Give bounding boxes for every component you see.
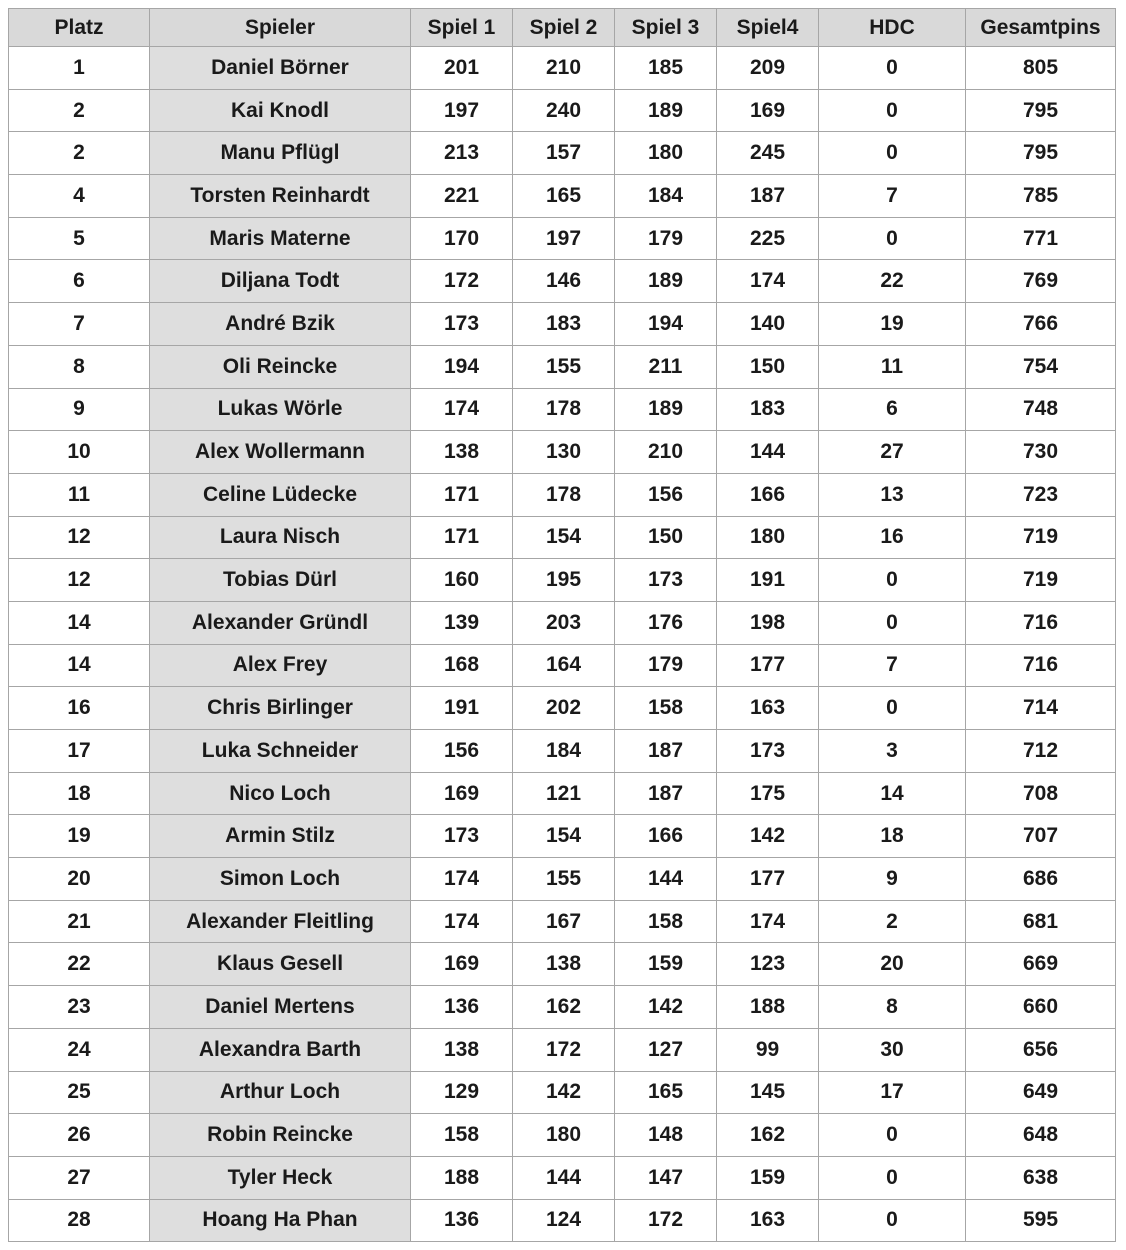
cell-spieler: Alexandra Barth bbox=[150, 1028, 411, 1071]
cell-spiel-3: 150 bbox=[615, 516, 717, 559]
table-row bbox=[9, 1199, 1116, 1242]
cell-spiel-2: 195 bbox=[513, 559, 615, 602]
cell-gesamtpins: 649 bbox=[966, 1071, 1116, 1114]
header-spiel-1: Spiel 1 bbox=[411, 9, 513, 47]
cell-platz: 24 bbox=[9, 1028, 150, 1071]
cell-gesamtpins: 708 bbox=[966, 772, 1116, 815]
header-gesamtpins: Gesamtpins bbox=[966, 9, 1116, 47]
table-row bbox=[9, 431, 1116, 474]
cell-spiel-3: 148 bbox=[615, 1114, 717, 1157]
cell-spieler: Simon Loch bbox=[150, 858, 411, 901]
cell-platz: 28 bbox=[9, 1199, 150, 1242]
cell-spiel-4: 177 bbox=[717, 858, 819, 901]
cell-spieler: Tobias Dürl bbox=[150, 559, 411, 602]
cell-spiel-3: 189 bbox=[615, 260, 717, 303]
cell-spiel-3: 166 bbox=[615, 815, 717, 858]
cell-hdc: 0 bbox=[819, 601, 966, 644]
cell-spiel-4: 163 bbox=[717, 1199, 819, 1242]
table-row bbox=[9, 687, 1116, 730]
cell-spiel-1: 201 bbox=[411, 47, 513, 90]
cell-spiel-3: 172 bbox=[615, 1199, 717, 1242]
table-row bbox=[9, 47, 1116, 90]
cell-platz: 4 bbox=[9, 175, 150, 218]
cell-spiel-1: 172 bbox=[411, 260, 513, 303]
cell-hdc: 3 bbox=[819, 730, 966, 773]
table-row bbox=[9, 644, 1116, 687]
cell-spiel-4: 99 bbox=[717, 1028, 819, 1071]
cell-spiel-2: 180 bbox=[513, 1114, 615, 1157]
cell-spieler: Alexander Gründl bbox=[150, 601, 411, 644]
cell-spieler: Kai Knodl bbox=[150, 89, 411, 132]
header-hdc: HDC bbox=[819, 9, 966, 47]
cell-hdc: 17 bbox=[819, 1071, 966, 1114]
cell-spieler: Torsten Reinhardt bbox=[150, 175, 411, 218]
cell-spiel-4: 174 bbox=[717, 900, 819, 943]
cell-spiel-4: 169 bbox=[717, 89, 819, 132]
cell-gesamtpins: 595 bbox=[966, 1199, 1116, 1242]
cell-spiel-1: 160 bbox=[411, 559, 513, 602]
cell-spieler: Robin Reincke bbox=[150, 1114, 411, 1157]
cell-spieler: André Bzik bbox=[150, 303, 411, 346]
cell-spiel-2: 184 bbox=[513, 730, 615, 773]
table-row bbox=[9, 388, 1116, 431]
cell-hdc: 0 bbox=[819, 1114, 966, 1157]
cell-spiel-3: 142 bbox=[615, 986, 717, 1029]
cell-spiel-3: 179 bbox=[615, 644, 717, 687]
cell-spiel-2: 142 bbox=[513, 1071, 615, 1114]
table-row bbox=[9, 858, 1116, 901]
cell-spiel-2: 203 bbox=[513, 601, 615, 644]
cell-hdc: 7 bbox=[819, 644, 966, 687]
cell-hdc: 7 bbox=[819, 175, 966, 218]
cell-hdc: 8 bbox=[819, 986, 966, 1029]
cell-spieler: Manu Pflügl bbox=[150, 132, 411, 175]
cell-platz: 22 bbox=[9, 943, 150, 986]
cell-spieler: Alex Wollermann bbox=[150, 431, 411, 474]
cell-spiel-1: 174 bbox=[411, 388, 513, 431]
cell-platz: 18 bbox=[9, 772, 150, 815]
cell-gesamtpins: 716 bbox=[966, 644, 1116, 687]
cell-spiel-3: 194 bbox=[615, 303, 717, 346]
header-spieler: Spieler bbox=[150, 9, 411, 47]
cell-spiel-3: 189 bbox=[615, 388, 717, 431]
table-body bbox=[9, 47, 1116, 1242]
cell-spiel-4: 174 bbox=[717, 260, 819, 303]
cell-hdc: 2 bbox=[819, 900, 966, 943]
cell-gesamtpins: 638 bbox=[966, 1156, 1116, 1199]
cell-spiel-1: 170 bbox=[411, 217, 513, 260]
cell-spiel-4: 209 bbox=[717, 47, 819, 90]
cell-gesamtpins: 769 bbox=[966, 260, 1116, 303]
cell-spiel-4: 183 bbox=[717, 388, 819, 431]
cell-gesamtpins: 714 bbox=[966, 687, 1116, 730]
table-row bbox=[9, 345, 1116, 388]
cell-spiel-1: 169 bbox=[411, 943, 513, 986]
cell-spiel-1: 136 bbox=[411, 1199, 513, 1242]
cell-spiel-1: 174 bbox=[411, 900, 513, 943]
cell-platz: 23 bbox=[9, 986, 150, 1029]
cell-gesamtpins: 716 bbox=[966, 601, 1116, 644]
cell-gesamtpins: 730 bbox=[966, 431, 1116, 474]
cell-spiel-4: 191 bbox=[717, 559, 819, 602]
cell-platz: 14 bbox=[9, 601, 150, 644]
results-table bbox=[8, 8, 1116, 1242]
cell-spiel-4: 175 bbox=[717, 772, 819, 815]
cell-spiel-3: 179 bbox=[615, 217, 717, 260]
cell-spiel-1: 197 bbox=[411, 89, 513, 132]
cell-spiel-4: 159 bbox=[717, 1156, 819, 1199]
cell-spiel-1: 136 bbox=[411, 986, 513, 1029]
cell-spiel-4: 177 bbox=[717, 644, 819, 687]
cell-spiel-3: 147 bbox=[615, 1156, 717, 1199]
cell-hdc: 6 bbox=[819, 388, 966, 431]
cell-gesamtpins: 795 bbox=[966, 89, 1116, 132]
cell-gesamtpins: 754 bbox=[966, 345, 1116, 388]
cell-spiel-1: 158 bbox=[411, 1114, 513, 1157]
cell-hdc: 11 bbox=[819, 345, 966, 388]
cell-spiel-1: 171 bbox=[411, 473, 513, 516]
cell-gesamtpins: 656 bbox=[966, 1028, 1116, 1071]
cell-spiel-1: 174 bbox=[411, 858, 513, 901]
table-row bbox=[9, 943, 1116, 986]
cell-spiel-2: 183 bbox=[513, 303, 615, 346]
cell-spiel-2: 130 bbox=[513, 431, 615, 474]
cell-hdc: 14 bbox=[819, 772, 966, 815]
cell-spiel-4: 163 bbox=[717, 687, 819, 730]
header-spiel-2: Spiel 2 bbox=[513, 9, 615, 47]
cell-spiel-2: 154 bbox=[513, 815, 615, 858]
cell-spiel-2: 178 bbox=[513, 388, 615, 431]
cell-hdc: 9 bbox=[819, 858, 966, 901]
cell-spiel-2: 144 bbox=[513, 1156, 615, 1199]
cell-spiel-1: 156 bbox=[411, 730, 513, 773]
cell-spieler: Tyler Heck bbox=[150, 1156, 411, 1199]
table-row bbox=[9, 132, 1116, 175]
cell-gesamtpins: 681 bbox=[966, 900, 1116, 943]
cell-platz: 7 bbox=[9, 303, 150, 346]
cell-spiel-3: 165 bbox=[615, 1071, 717, 1114]
cell-platz: 10 bbox=[9, 431, 150, 474]
cell-spiel-3: 159 bbox=[615, 943, 717, 986]
cell-spiel-2: 197 bbox=[513, 217, 615, 260]
cell-hdc: 0 bbox=[819, 559, 966, 602]
cell-spiel-2: 202 bbox=[513, 687, 615, 730]
cell-spiel-4: 140 bbox=[717, 303, 819, 346]
table-row bbox=[9, 815, 1116, 858]
cell-spieler: Diljana Todt bbox=[150, 260, 411, 303]
table-row bbox=[9, 601, 1116, 644]
cell-spiel-4: 166 bbox=[717, 473, 819, 516]
cell-gesamtpins: 719 bbox=[966, 516, 1116, 559]
cell-gesamtpins: 805 bbox=[966, 47, 1116, 90]
cell-spiel-3: 187 bbox=[615, 772, 717, 815]
cell-spiel-1: 138 bbox=[411, 431, 513, 474]
cell-spiel-1: 138 bbox=[411, 1028, 513, 1071]
table-row bbox=[9, 516, 1116, 559]
cell-spieler: Chris Birlinger bbox=[150, 687, 411, 730]
table-row bbox=[9, 1156, 1116, 1199]
cell-spieler: Maris Materne bbox=[150, 217, 411, 260]
cell-gesamtpins: 669 bbox=[966, 943, 1116, 986]
cell-spieler: Daniel Börner bbox=[150, 47, 411, 90]
cell-spiel-4: 188 bbox=[717, 986, 819, 1029]
cell-hdc: 13 bbox=[819, 473, 966, 516]
cell-spiel-2: 146 bbox=[513, 260, 615, 303]
cell-spiel-4: 162 bbox=[717, 1114, 819, 1157]
cell-spiel-3: 158 bbox=[615, 687, 717, 730]
cell-spiel-4: 187 bbox=[717, 175, 819, 218]
cell-spiel-1: 213 bbox=[411, 132, 513, 175]
cell-spiel-1: 221 bbox=[411, 175, 513, 218]
cell-spiel-2: 178 bbox=[513, 473, 615, 516]
table-row bbox=[9, 89, 1116, 132]
cell-spiel-3: 211 bbox=[615, 345, 717, 388]
cell-spiel-2: 240 bbox=[513, 89, 615, 132]
cell-gesamtpins: 707 bbox=[966, 815, 1116, 858]
cell-spiel-1: 191 bbox=[411, 687, 513, 730]
cell-spiel-4: 144 bbox=[717, 431, 819, 474]
cell-spiel-2: 155 bbox=[513, 345, 615, 388]
cell-spiel-1: 171 bbox=[411, 516, 513, 559]
cell-spiel-4: 225 bbox=[717, 217, 819, 260]
cell-platz: 2 bbox=[9, 132, 150, 175]
cell-hdc: 0 bbox=[819, 1199, 966, 1242]
cell-gesamtpins: 771 bbox=[966, 217, 1116, 260]
cell-spiel-3: 156 bbox=[615, 473, 717, 516]
table-row bbox=[9, 900, 1116, 943]
table-row bbox=[9, 260, 1116, 303]
table-row bbox=[9, 986, 1116, 1029]
cell-platz: 25 bbox=[9, 1071, 150, 1114]
cell-gesamtpins: 712 bbox=[966, 730, 1116, 773]
cell-hdc: 0 bbox=[819, 1156, 966, 1199]
cell-spiel-1: 168 bbox=[411, 644, 513, 687]
cell-hdc: 22 bbox=[819, 260, 966, 303]
cell-spiel-4: 123 bbox=[717, 943, 819, 986]
cell-spiel-2: 157 bbox=[513, 132, 615, 175]
cell-platz: 11 bbox=[9, 473, 150, 516]
cell-spiel-3: 185 bbox=[615, 47, 717, 90]
table-row bbox=[9, 1114, 1116, 1157]
results-table-container bbox=[8, 8, 1116, 1242]
cell-spiel-4: 245 bbox=[717, 132, 819, 175]
cell-hdc: 0 bbox=[819, 217, 966, 260]
cell-gesamtpins: 795 bbox=[966, 132, 1116, 175]
cell-platz: 9 bbox=[9, 388, 150, 431]
cell-spieler: Luka Schneider bbox=[150, 730, 411, 773]
cell-spiel-3: 210 bbox=[615, 431, 717, 474]
cell-platz: 26 bbox=[9, 1114, 150, 1157]
cell-spiel-3: 144 bbox=[615, 858, 717, 901]
cell-hdc: 30 bbox=[819, 1028, 966, 1071]
cell-spieler: Alex Frey bbox=[150, 644, 411, 687]
cell-spiel-3: 176 bbox=[615, 601, 717, 644]
cell-platz: 27 bbox=[9, 1156, 150, 1199]
cell-hdc: 0 bbox=[819, 47, 966, 90]
table-header bbox=[9, 9, 1116, 47]
table-row bbox=[9, 730, 1116, 773]
cell-platz: 19 bbox=[9, 815, 150, 858]
table-row bbox=[9, 772, 1116, 815]
cell-platz: 17 bbox=[9, 730, 150, 773]
cell-hdc: 0 bbox=[819, 687, 966, 730]
cell-spieler: Daniel Mertens bbox=[150, 986, 411, 1029]
cell-spiel-2: 162 bbox=[513, 986, 615, 1029]
cell-hdc: 0 bbox=[819, 132, 966, 175]
cell-spiel-1: 139 bbox=[411, 601, 513, 644]
cell-spiel-4: 198 bbox=[717, 601, 819, 644]
table-row bbox=[9, 217, 1116, 260]
cell-platz: 12 bbox=[9, 559, 150, 602]
cell-spieler: Klaus Gesell bbox=[150, 943, 411, 986]
cell-spieler: Laura Nisch bbox=[150, 516, 411, 559]
cell-spiel-2: 155 bbox=[513, 858, 615, 901]
cell-spiel-2: 172 bbox=[513, 1028, 615, 1071]
header-spiel-4: Spiel4 bbox=[717, 9, 819, 47]
cell-platz: 16 bbox=[9, 687, 150, 730]
cell-hdc: 0 bbox=[819, 89, 966, 132]
cell-spiel-1: 173 bbox=[411, 303, 513, 346]
cell-spiel-3: 180 bbox=[615, 132, 717, 175]
cell-platz: 1 bbox=[9, 47, 150, 90]
cell-spiel-3: 189 bbox=[615, 89, 717, 132]
cell-spiel-2: 138 bbox=[513, 943, 615, 986]
header-row bbox=[9, 9, 1116, 47]
cell-spiel-4: 180 bbox=[717, 516, 819, 559]
cell-gesamtpins: 719 bbox=[966, 559, 1116, 602]
cell-spiel-2: 124 bbox=[513, 1199, 615, 1242]
table-row bbox=[9, 473, 1116, 516]
cell-spiel-3: 127 bbox=[615, 1028, 717, 1071]
cell-spiel-2: 165 bbox=[513, 175, 615, 218]
cell-hdc: 19 bbox=[819, 303, 966, 346]
table-row bbox=[9, 303, 1116, 346]
cell-platz: 14 bbox=[9, 644, 150, 687]
cell-platz: 12 bbox=[9, 516, 150, 559]
cell-gesamtpins: 723 bbox=[966, 473, 1116, 516]
table-row bbox=[9, 559, 1116, 602]
cell-platz: 5 bbox=[9, 217, 150, 260]
cell-spiel-2: 154 bbox=[513, 516, 615, 559]
cell-spieler: Nico Loch bbox=[150, 772, 411, 815]
cell-gesamtpins: 748 bbox=[966, 388, 1116, 431]
cell-spiel-3: 187 bbox=[615, 730, 717, 773]
cell-spiel-2: 210 bbox=[513, 47, 615, 90]
cell-platz: 21 bbox=[9, 900, 150, 943]
cell-spiel-2: 164 bbox=[513, 644, 615, 687]
cell-spieler: Armin Stilz bbox=[150, 815, 411, 858]
cell-spiel-1: 188 bbox=[411, 1156, 513, 1199]
cell-gesamtpins: 766 bbox=[966, 303, 1116, 346]
cell-spiel-2: 121 bbox=[513, 772, 615, 815]
cell-spieler: Celine Lüdecke bbox=[150, 473, 411, 516]
cell-spieler: Hoang Ha Phan bbox=[150, 1199, 411, 1242]
cell-spiel-3: 184 bbox=[615, 175, 717, 218]
cell-spieler: Alexander Fleitling bbox=[150, 900, 411, 943]
cell-hdc: 18 bbox=[819, 815, 966, 858]
cell-spiel-1: 194 bbox=[411, 345, 513, 388]
table-row bbox=[9, 1028, 1116, 1071]
cell-hdc: 27 bbox=[819, 431, 966, 474]
cell-spiel-1: 173 bbox=[411, 815, 513, 858]
header-spiel-3: Spiel 3 bbox=[615, 9, 717, 47]
cell-gesamtpins: 660 bbox=[966, 986, 1116, 1029]
cell-spiel-4: 173 bbox=[717, 730, 819, 773]
header-platz: Platz bbox=[9, 9, 150, 47]
cell-spieler: Arthur Loch bbox=[150, 1071, 411, 1114]
cell-hdc: 20 bbox=[819, 943, 966, 986]
cell-platz: 2 bbox=[9, 89, 150, 132]
cell-spiel-4: 145 bbox=[717, 1071, 819, 1114]
cell-spiel-4: 142 bbox=[717, 815, 819, 858]
cell-spiel-4: 150 bbox=[717, 345, 819, 388]
cell-spiel-2: 167 bbox=[513, 900, 615, 943]
table-row bbox=[9, 175, 1116, 218]
cell-spiel-3: 173 bbox=[615, 559, 717, 602]
cell-spiel-3: 158 bbox=[615, 900, 717, 943]
cell-platz: 6 bbox=[9, 260, 150, 303]
cell-spiel-1: 169 bbox=[411, 772, 513, 815]
cell-gesamtpins: 785 bbox=[966, 175, 1116, 218]
cell-platz: 20 bbox=[9, 858, 150, 901]
cell-spieler: Lukas Wörle bbox=[150, 388, 411, 431]
cell-spieler: Oli Reincke bbox=[150, 345, 411, 388]
cell-hdc: 16 bbox=[819, 516, 966, 559]
cell-platz: 8 bbox=[9, 345, 150, 388]
cell-gesamtpins: 648 bbox=[966, 1114, 1116, 1157]
cell-spiel-1: 129 bbox=[411, 1071, 513, 1114]
table-row bbox=[9, 1071, 1116, 1114]
cell-gesamtpins: 686 bbox=[966, 858, 1116, 901]
